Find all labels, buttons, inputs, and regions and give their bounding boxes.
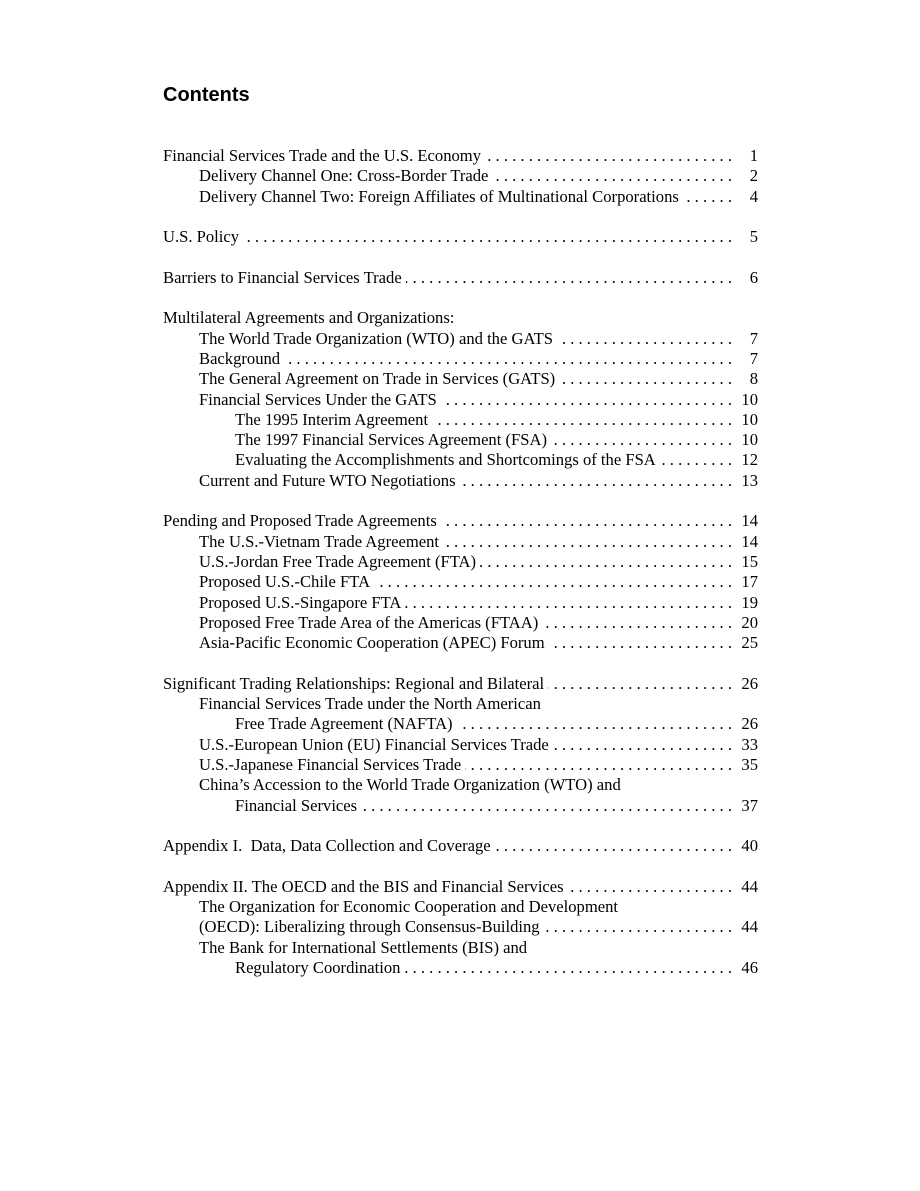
toc-page-number: 20 — [741, 612, 758, 632]
toc-entry — [163, 877, 758, 897]
dot-leader — [406, 268, 732, 288]
toc-entry — [163, 714, 758, 734]
dot-leader — [284, 349, 732, 369]
toc-entry-label: Regulatory Coordination — [235, 957, 401, 977]
toc-entry — [163, 187, 758, 207]
dot-leader — [460, 471, 732, 491]
toc-entry — [163, 471, 758, 491]
dot-leader — [374, 572, 732, 592]
toc-page-number: 4 — [749, 186, 758, 206]
dot-leader — [553, 735, 732, 755]
toc-entry — [163, 166, 758, 186]
toc-entry-label: The 1997 Financial Services Agreement (FSA) — [235, 430, 547, 450]
toc-entry-label: Proposed U.S.-Singapore FTA — [199, 592, 402, 612]
toc-entry-label: Barriers to Financial Services Trade — [163, 267, 402, 287]
dot-leader — [485, 146, 732, 166]
toc-entry-label: The World Trade Organization (WTO) and the GATS — [199, 328, 553, 348]
dot-leader — [443, 532, 732, 552]
toc-entry — [163, 511, 758, 531]
dot-leader — [559, 369, 732, 389]
toc-entry-label: Financial Services — [235, 795, 358, 815]
toc-page-number: 10 — [741, 389, 758, 409]
dot-leader — [542, 613, 732, 633]
toc-entry-first-line — [163, 775, 758, 795]
toc-entry — [163, 613, 758, 633]
toc-page-number: 14 — [741, 511, 758, 531]
toc-page-number: 44 — [741, 876, 758, 896]
toc-entry-label: Pending and Proposed Trade Agreements — [163, 511, 437, 531]
toc-entry-label: U.S.-Jordan Free Trade Agreement (FTA) — [199, 551, 477, 571]
toc-entry-label: Financial Services Trade under the North American — [199, 694, 541, 714]
toc-entry-label: The U.S.-Vietnam Trade Agreement — [199, 531, 440, 551]
toc-entry — [163, 674, 758, 694]
dot-leader — [441, 511, 732, 531]
toc-page-number: 26 — [741, 673, 758, 693]
toc-entry — [163, 755, 758, 775]
dot-leader — [361, 796, 732, 816]
contents-page — [163, 84, 758, 977]
toc-entry — [163, 958, 758, 978]
toc-entry-label: Financial Services Under the GATS — [199, 389, 437, 409]
toc-entry-first-line — [163, 897, 758, 917]
toc-entry-label: Free Trade Agreement (NAFTA) — [235, 714, 453, 734]
toc-entry-label: Background — [199, 348, 281, 368]
toc-entry — [163, 268, 758, 288]
toc-entry-label: Appendix II. The OECD and the BIS and Financial Services — [163, 876, 564, 896]
toc-entry-label: Significant Trading Relationships: Regional and Bilateral — [163, 673, 545, 693]
toc-page-number: 13 — [741, 470, 758, 490]
toc-entry — [163, 430, 758, 450]
dot-leader — [660, 450, 732, 470]
toc-entry-label: Asia-Pacific Economic Cooperation (APEC) Forum — [199, 633, 545, 653]
toc-entry — [163, 146, 758, 166]
toc-page-number: 8 — [749, 369, 758, 389]
section-spacer — [163, 816, 758, 836]
toc-entry-label: The Organization for Economic Cooperation and Development — [199, 896, 619, 916]
toc-page-number: 46 — [741, 957, 758, 977]
toc-entry-label: Financial Services Trade and the U.S. Economy — [163, 146, 481, 165]
toc-page-number: 40 — [741, 836, 758, 856]
toc-page-number: 14 — [741, 531, 758, 551]
toc-entry — [163, 572, 758, 592]
toc-entry — [163, 369, 758, 389]
toc-entry — [163, 552, 758, 572]
toc-page-number: 5 — [749, 227, 758, 247]
toc-entry-label: The General Agreement on Trade in Services (GATS) — [199, 369, 556, 389]
toc-page-number: 33 — [741, 734, 758, 754]
section-spacer — [163, 207, 758, 227]
toc-entry-label: Current and Future WTO Negotiations — [199, 470, 456, 490]
toc-page-number: 6 — [749, 267, 758, 287]
toc-entry-label: U.S.-Japanese Financial Services Trade — [199, 754, 462, 774]
dot-leader — [465, 755, 732, 775]
toc-page-number: 44 — [741, 917, 758, 937]
toc-entry — [163, 735, 758, 755]
toc-page-number: 15 — [741, 551, 758, 571]
table-of-contents — [163, 146, 758, 978]
dot-leader — [495, 836, 732, 856]
toc-entry-label: China’s Accession to the World Trade Organization (WTO) and — [199, 775, 621, 795]
toc-page-number: 1 — [749, 146, 758, 165]
toc-entry-label: U.S.-European Union (EU) Financial Services Trade — [199, 734, 549, 754]
toc-page-number: 35 — [741, 754, 758, 774]
toc-section-heading — [163, 308, 758, 328]
toc-entry — [163, 917, 758, 937]
toc-page-number: 26 — [741, 714, 758, 734]
dot-leader — [405, 593, 732, 613]
section-spacer — [163, 288, 758, 308]
dot-leader — [457, 714, 732, 734]
toc-entry-label: Proposed Free Trade Area of the Americas (FTAA) — [199, 612, 539, 632]
dot-leader — [683, 187, 732, 207]
dot-leader — [544, 917, 732, 937]
toc-entry-label: The 1995 Interim Agreement — [235, 409, 429, 429]
toc-entry-first-line — [163, 694, 758, 714]
toc-entry — [163, 532, 758, 552]
dot-leader — [404, 958, 732, 978]
dot-leader — [480, 552, 732, 572]
toc-entry-label: Multilateral Agreements and Organizations: — [163, 308, 455, 328]
dot-leader — [557, 329, 732, 349]
dot-leader — [492, 166, 732, 186]
toc-entry-label: Evaluating the Accomplishments and Shortcomings of the FSA — [235, 450, 656, 470]
toc-page-number: 25 — [741, 633, 758, 653]
page-title: Contents — [163, 84, 250, 106]
toc-entry-first-line — [163, 938, 758, 958]
toc-entry-label: The Bank for International Settlements (BIS) and — [199, 937, 528, 957]
toc-entry — [163, 593, 758, 613]
toc-page-number: 12 — [741, 450, 758, 470]
toc-entry — [163, 329, 758, 349]
dot-leader — [568, 877, 732, 897]
toc-page-number: 7 — [749, 348, 758, 368]
toc-entry — [163, 410, 758, 430]
toc-entry-label: (OECD): Liberalizing through Consensus-Building — [199, 917, 540, 937]
toc-entry — [163, 390, 758, 410]
section-spacer — [163, 491, 758, 511]
toc-entry — [163, 227, 758, 247]
section-spacer — [163, 856, 758, 876]
dot-leader — [548, 674, 732, 694]
toc-entry-label: U.S. Policy — [163, 227, 240, 247]
dot-leader — [549, 633, 732, 653]
dot-leader — [243, 227, 732, 247]
dot-leader — [432, 410, 732, 430]
toc-page-number: 37 — [741, 795, 758, 815]
toc-entry-label: Appendix I. Data, Data Collection and Coverage — [163, 836, 491, 856]
toc-page-number: 2 — [749, 166, 758, 186]
toc-entry — [163, 349, 758, 369]
toc-page-number: 19 — [741, 592, 758, 612]
toc-page-number: 7 — [749, 328, 758, 348]
section-spacer — [163, 247, 758, 267]
toc-page-number: 10 — [741, 430, 758, 450]
toc-entry — [163, 633, 758, 653]
dot-leader — [441, 390, 732, 410]
toc-entry-label: Delivery Channel One: Cross-Border Trade — [199, 166, 489, 186]
toc-page-number: 10 — [741, 409, 758, 429]
toc-entry-label: Proposed U.S.-Chile FTA — [199, 572, 371, 592]
toc-entry-label: Delivery Channel Two: Foreign Affiliates of Multinational Corporations — [199, 186, 679, 206]
section-spacer — [163, 653, 758, 673]
toc-page-number: 17 — [741, 572, 758, 592]
toc-entry — [163, 450, 758, 470]
toc-entry — [163, 836, 758, 856]
dot-leader — [551, 430, 732, 450]
toc-entry — [163, 796, 758, 816]
